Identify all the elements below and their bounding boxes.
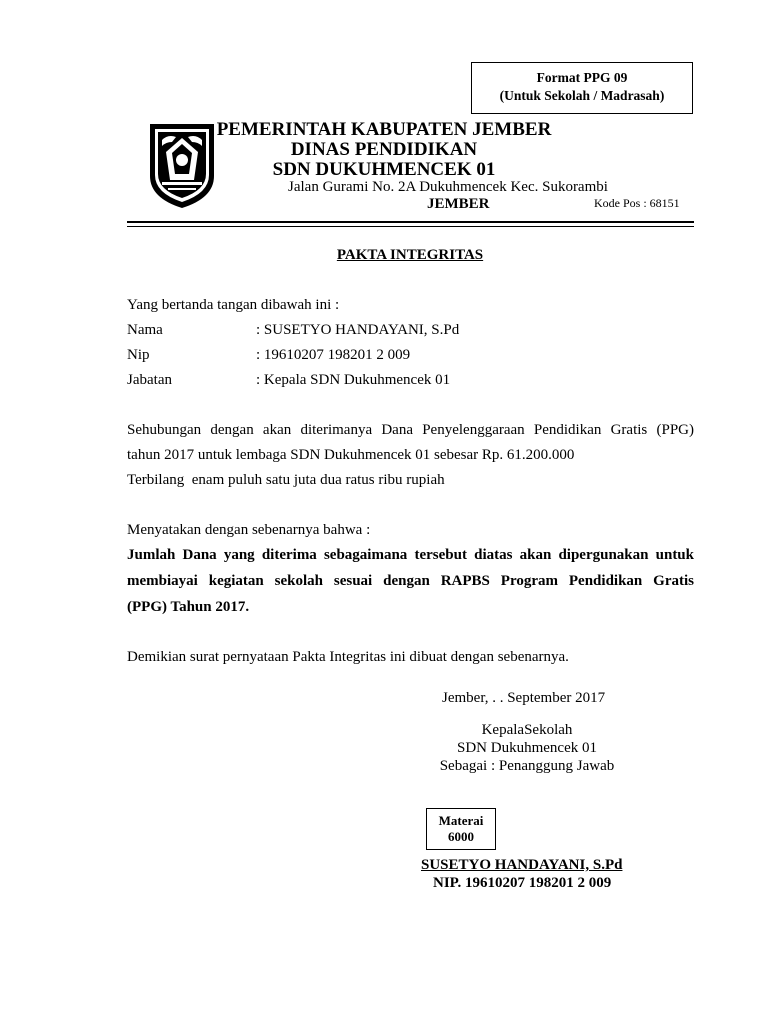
header-postal-code: Kode Pos : 68151 — [594, 196, 680, 210]
letterhead-rule-thin — [127, 226, 694, 227]
field-value-position: : Kepala SDN Dukuhmencek 01 — [256, 372, 451, 388]
intro-text: Yang bertanda tangan dibawah ini : — [127, 297, 340, 313]
format-scope: (Untuk Sekolah / Madrasah) — [499, 88, 665, 103]
field-value-nip: : 19610207 198201 2 009 — [256, 347, 411, 363]
stamp-value: 6000 — [448, 829, 474, 844]
header-government: PEMERINTAH KABUPATEN JEMBER — [216, 119, 552, 140]
place-date: Jember, . . September 2017 — [442, 690, 606, 706]
statement-line3: (PPG) Tahun 2017. — [127, 599, 250, 615]
header-department: DINAS PENDIDIKAN — [290, 139, 478, 160]
signer-name: SUSETYO HANDAYANI, S.Pd — [421, 857, 623, 873]
closing-text: Demikian surat pernyataan Pakta Integritas ini dibuat dengan sebenarnya. — [127, 649, 569, 665]
stamp-label: Materai — [438, 813, 484, 828]
field-label-name: Nama — [127, 322, 163, 338]
field-label-nip: Nip — [127, 347, 150, 363]
format-box — [471, 62, 693, 114]
field-value-name: : SUSETYO HANDAYANI, S.Pd — [256, 322, 460, 338]
paragraph1-line3: Terbilang enam puluh satu juta dua ratus ribu rupiah — [127, 472, 445, 488]
header-city: JEMBER — [427, 196, 490, 212]
format-code: Format PPG 09 — [536, 70, 628, 85]
header-address: Jalan Gurami No. 2A Dukuhmencek Kec. Sukorambi — [288, 179, 608, 195]
paragraph1-line2: tahun 2017 untuk lembaga SDN Dukuhmencek 01 sebesar Rp. 61.200.000 — [127, 447, 575, 463]
signer-responsibility: Sebagai : Penanggung Jawab — [439, 758, 615, 774]
statement-intro: Menyatakan dengan sebenarnya bahwa : — [127, 522, 371, 538]
statement-line1: Jumlah Dana yang diterima sebagaimana tersebut diatas akan dipergunakan untuk — [127, 547, 694, 563]
signer-nip: NIP. 19610207 198201 2 009 — [433, 875, 612, 891]
statement-line2: membiayai kegiatan sekolah sesuai dengan RAPBS Program Pendidikan Gratis — [127, 573, 694, 589]
revenue-stamp-box — [426, 808, 496, 850]
header-school: SDN DUKUHMENCEK 01 — [272, 159, 496, 180]
signer-institution: SDN Dukuhmencek 01 — [457, 740, 597, 756]
document-title: PAKTA INTEGRITAS — [336, 247, 484, 263]
letterhead-rule-thick — [127, 221, 694, 223]
signer-role: KepalaSekolah — [481, 722, 573, 738]
field-label-position: Jabatan — [127, 372, 172, 388]
paragraph1-line1: Sehubungan dengan akan diterimanya Dana Penyelenggaraan Pendidikan Gratis (PPG) — [127, 422, 694, 438]
